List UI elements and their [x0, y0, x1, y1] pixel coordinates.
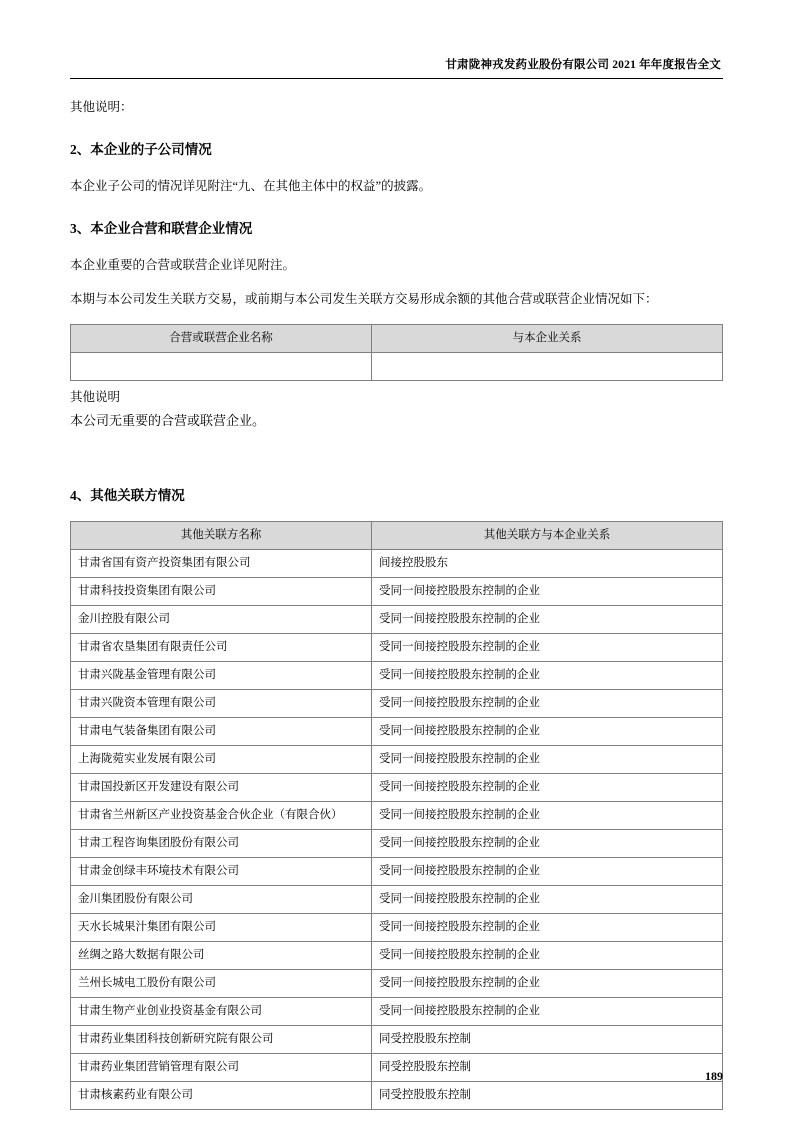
- cell-party-name: 甘肃工程咨询集团股份有限公司: [71, 829, 372, 857]
- table-row: [71, 857, 723, 885]
- table-row: [71, 969, 723, 997]
- section-text-joint-ventures-1: 本企业重要的合营或联营企业详见附注。: [70, 257, 296, 272]
- cell-party-relation: 间接控股股东: [372, 549, 723, 577]
- other-related-parties-table: [70, 521, 723, 1110]
- table-header-row: [71, 521, 723, 549]
- other-note-label: 其他说明：: [70, 100, 133, 114]
- cell-party-name: 甘肃核素药业有限公司: [71, 1081, 372, 1109]
- cell-party-name: 丝绸之路大数据有限公司: [71, 941, 372, 969]
- table-row: [71, 577, 723, 605]
- cell-joint-relation: [372, 353, 723, 381]
- table-row: [71, 941, 723, 969]
- section-title-joint-ventures: 3、本企业合营和联营企业情况: [70, 220, 253, 236]
- table-row: [71, 689, 723, 717]
- cell-party-relation: 同受控股股东控制: [372, 1025, 723, 1053]
- joint-note-text: 本公司无重要的合营或联营企业。: [70, 413, 266, 429]
- cell-party-name: 甘肃药业集团科技创新研究院有限公司: [71, 1025, 372, 1053]
- table-row: [71, 997, 723, 1025]
- cell-party-relation: 受同一间接控股股东控制的企业: [372, 885, 723, 913]
- table-row: [71, 773, 723, 801]
- cell-party-relation: 受同一间接控股股东控制的企业: [372, 689, 723, 717]
- cell-party-relation: 受同一间接控股股东控制的企业: [372, 997, 723, 1025]
- table-header-row: [71, 325, 723, 353]
- joint-note-label: 其他说明: [70, 390, 121, 404]
- cell-party-name: 甘肃兴陇资本管理有限公司: [71, 689, 372, 717]
- cell-party-name: 甘肃电气装备集团有限公司: [71, 717, 372, 745]
- section-spacer: [70, 432, 723, 466]
- table-row: [71, 1025, 723, 1053]
- page-number: 189: [705, 1069, 723, 1083]
- table-row: [71, 633, 723, 661]
- cell-joint-name: [71, 353, 372, 381]
- cell-party-name: 甘肃省国有资产投资集团有限公司: [71, 549, 372, 577]
- table-row: [71, 605, 723, 633]
- header-divider: [70, 78, 723, 79]
- cell-party-name: 甘肃国投新区开发建设有限公司: [71, 773, 372, 801]
- cell-party-relation: 受同一间接控股股东控制的企业: [372, 633, 723, 661]
- table-row: [71, 549, 723, 577]
- cell-party-name: 甘肃金创绿丰环境技术有限公司: [71, 857, 372, 885]
- table-row: [71, 745, 723, 773]
- cell-party-relation: 受同一间接控股股东控制的企业: [372, 605, 723, 633]
- table-row: [71, 1081, 723, 1109]
- column-header-joint-relation: 与本企业关系: [372, 325, 723, 353]
- cell-party-name: 甘肃省兰州新区产业投资基金合伙企业（有限合伙）: [71, 801, 372, 829]
- column-header-party-name: 其他关联方名称: [71, 521, 372, 549]
- cell-party-name: 兰州长城电工股份有限公司: [71, 969, 372, 997]
- cell-party-name: 天水长城果汁集团有限公司: [71, 913, 372, 941]
- cell-party-relation: 同受控股股东控制: [372, 1053, 723, 1081]
- cell-party-name: 甘肃省农垦集团有限责任公司: [71, 633, 372, 661]
- table-row: [71, 353, 723, 381]
- section-title-subsidiaries: 2、本企业的子公司情况: [70, 141, 212, 157]
- table-row: [71, 1053, 723, 1081]
- cell-party-relation: 受同一间接控股股东控制的企业: [372, 857, 723, 885]
- table-row: [71, 661, 723, 689]
- cell-party-relation: 受同一间接控股股东控制的企业: [372, 829, 723, 857]
- column-header-party-relation: 其他关联方与本企业关系: [372, 521, 723, 549]
- table-row: [71, 913, 723, 941]
- table-row: [71, 801, 723, 829]
- page-header: 甘肃陇神戎发药业股份有限公司 2021 年年度报告全文: [445, 59, 721, 71]
- cell-party-name: 上海陇菀实业发展有限公司: [71, 745, 372, 773]
- cell-party-name: 金川控股有限公司: [71, 605, 372, 633]
- other-related-parties-body: [71, 549, 723, 1109]
- section-text-subsidiaries: 本企业子公司的情况详见附注“九、在其他主体中的权益”的披露。: [70, 178, 432, 193]
- joint-venture-table: [70, 324, 723, 381]
- cell-party-name: 甘肃生物产业创业投资基金有限公司: [71, 997, 372, 1025]
- cell-party-relation: 受同一间接控股股东控制的企业: [372, 745, 723, 773]
- cell-party-relation: 受同一间接控股股东控制的企业: [372, 661, 723, 689]
- section-title-other-related-parties: 4、其他关联方情况: [70, 488, 185, 504]
- cell-party-relation: 受同一间接控股股东控制的企业: [372, 913, 723, 941]
- cell-party-relation: 受同一间接控股股东控制的企业: [372, 717, 723, 745]
- cell-party-relation: 受同一间接控股股东控制的企业: [372, 941, 723, 969]
- cell-party-name: 甘肃药业集团营销管理有限公司: [71, 1053, 372, 1081]
- table-row: [71, 885, 723, 913]
- table-row: [71, 829, 723, 857]
- cell-party-name: 金川集团股份有限公司: [71, 885, 372, 913]
- section-text-joint-ventures-2: 本期与本公司发生关联方交易，或前期与本公司发生关联方交易形成余额的其他合营或联营企业情况如下：: [70, 292, 658, 307]
- cell-party-relation: 受同一间接控股股东控制的企业: [372, 969, 723, 997]
- cell-party-name: 甘肃科技投资集团有限公司: [71, 577, 372, 605]
- cell-party-name: 甘肃兴陇基金管理有限公司: [71, 661, 372, 689]
- cell-party-relation: 受同一间接控股股东控制的企业: [372, 801, 723, 829]
- cell-party-relation: 受同一间接控股股东控制的企业: [372, 773, 723, 801]
- table-row: [71, 717, 723, 745]
- cell-party-relation: 同受控股股东控制: [372, 1081, 723, 1109]
- column-header-joint-name: 合营或联营企业名称: [71, 325, 372, 353]
- cell-party-relation: 受同一间接控股股东控制的企业: [372, 577, 723, 605]
